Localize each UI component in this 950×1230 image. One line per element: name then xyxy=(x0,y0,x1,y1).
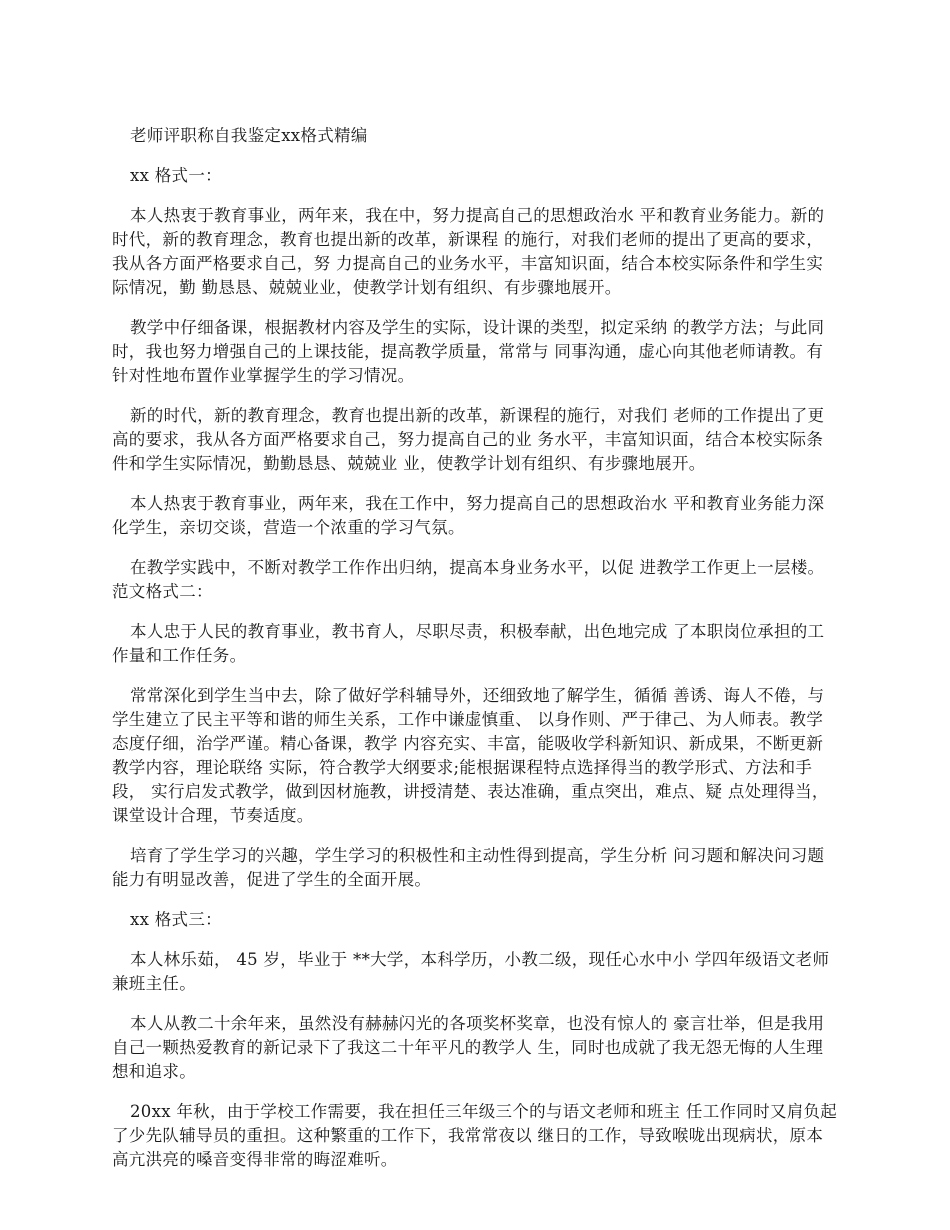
paragraph-6: 本人忠于人民的教育事业，教书育人，尽职尽责，积极奉献，出色地完成 了本职岗位承担的工作量和工作任务。 xyxy=(112,622,825,665)
paragraph-7: 常常深化到学生当中去，除了做好学科辅导外，还细致地了解学生，循循 善诱、诲人不倦，与学生建立了民主平等和谐的师生关系，工作中谦虚慎重、 以身作则、严于律己、为人师表。教学态度仔细，治学严谨。精心备课，教学 内容充实、丰富，能吸收学科新知识、新成果，不断更新教学内容，理论联络 实际，符合教学大纲要求;能根据课程特点选择得当的教学形式、方法和手段， 实行启发式教学，做到因材施教，讲授清楚、表达准确，重点突出，难点、疑 点处理得当，课堂设计合理，节奏适度。 xyxy=(112,686,829,825)
paragraph-11: 20xx 年秋，由于学校工作需要，我在担任三年级三个的与语文老师和班主 任工作同时又肩负起了少先队辅导员的重担。这种繁重的工作下，我常常夜以 继日的工作，导致喉咙出现病状，原本高亢洪亮的嗓音变得非常的晦涩难听。 xyxy=(112,1102,838,1169)
paragraph-9: 本人林乐茹， 45 岁，毕业于 **大学，本科学历，小教二级，现任心水中小 学四年级语文老师兼班主任。 xyxy=(112,950,830,993)
section-heading-format-1: xx 格式一： xyxy=(130,166,222,185)
section-heading-format-3: xx 格式三： xyxy=(130,910,222,929)
paragraph-5: 在教学实践中，不断对教学工作作出归纳，提高本身业务水平，以促 进教学工作更上一层楼。范文格式二： xyxy=(112,558,825,601)
paragraph-3: 新的时代，新的教育理念，教育也提出新的改革，新课程的施行，对我们 老师的工作提出了更高的要求，我从各方面严格要求自己，努力提高自己的业 务水平，丰富知识面，结合本校实际条件和学生实际情况，勤勤恳恳、兢兢业 业，使教学计划有组织、有步骤地展开。 xyxy=(112,406,825,473)
paragraph-4: 本人热衷于教育事业，两年来，我在工作中，努力提高自己的思想政治水 平和教育业务能力深化学生，亲切交谈，营造一个浓重的学习气氛。 xyxy=(112,494,825,537)
paragraph-10: 本人从教二十余年来，虽然没有赫赫闪光的各项奖杯奖章，也没有惊人的 豪言壮举，但是我用自己一颗热爱教育的新记录下了我这二十年平凡的教学人 生，同时也成就了我无怨无悔的人生理想和追求。 xyxy=(112,1014,825,1081)
paragraph-1: 本人热衷于教育事业，两年来，我在中，努力提高自己的思想政治水 平和教育业务能力。新的时代，新的教育理念，教育也提出新的改革，新课程 的施行，对我们老师的提出了更高的要求，我从各方面严格要求自己，努 力提高自己的业务水平，丰富知识面，结合本校实际条件和学生实际情况，勤 勤恳恳、兢兢业业，使教学计划有组织、有步骤地展开。 xyxy=(112,206,825,297)
document-title: 老师评职称自我鉴定xx格式精编 xyxy=(130,126,368,145)
paragraph-2: 教学中仔细备课，根据教材内容及学生的实际，设计课的类型，拟定采纳 的教学方法；与此同时，我也努力增强自己的上课技能，提高教学质量，常常与 同事沟通，虚心向其他老师请教。有针对性地布置作业掌握学生的学习情况。 xyxy=(112,318,825,385)
paragraph-8: 培育了学生学习的兴趣，学生学习的积极性和主动性得到提高，学生分析 问习题和解决问习题能力有明显改善，促进了学生的全面开展。 xyxy=(112,846,825,889)
